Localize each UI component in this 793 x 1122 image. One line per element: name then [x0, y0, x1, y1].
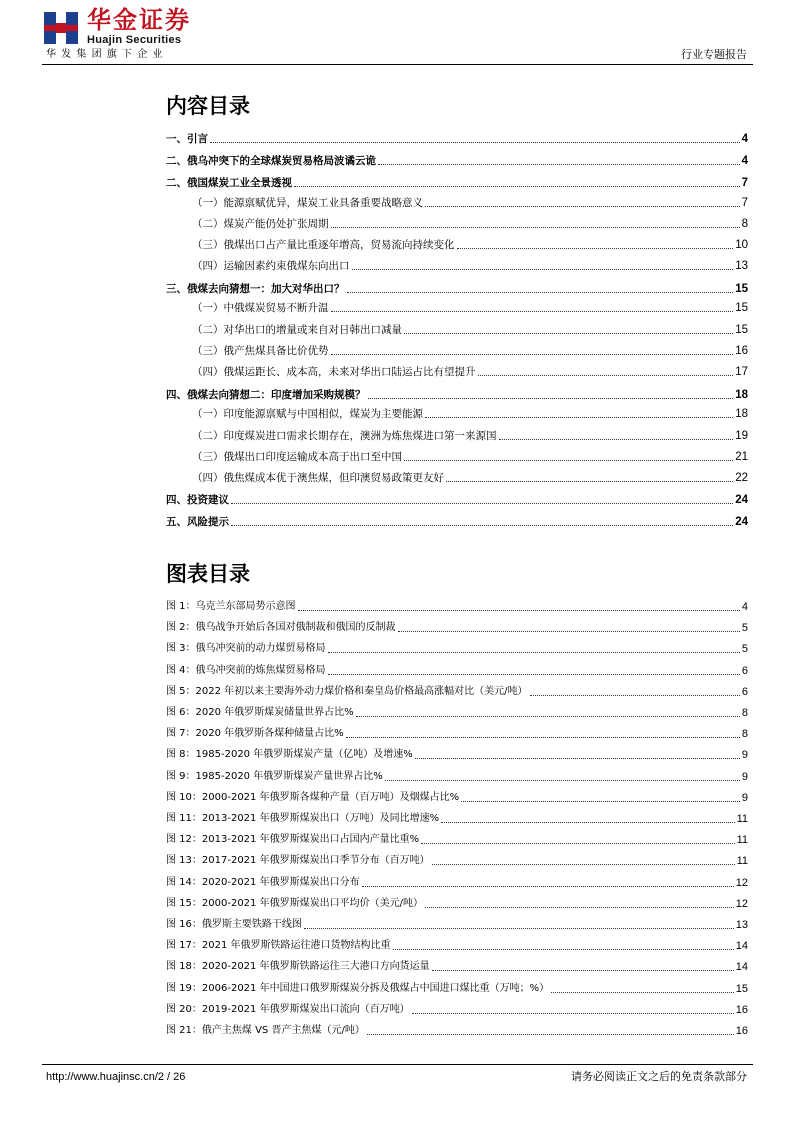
dot-leader [415, 757, 740, 759]
dot-leader [331, 226, 740, 228]
figure-entry-text: 图 1：乌克兰东部局势示意图 [166, 601, 296, 612]
toc-entry-page: 8 [741, 218, 748, 230]
dot-leader [530, 694, 740, 696]
dot-leader [328, 673, 740, 675]
toc-entry-text: （二）对华出口的增量或来自对日韩出口减量 [192, 324, 402, 336]
figure-entry[interactable] [166, 789, 748, 805]
toc-entry-page: 7 [741, 177, 748, 189]
toc-entry[interactable] [166, 194, 748, 210]
figure-entry-page: 15 [735, 983, 748, 995]
figure-entry-text: 图 5：2022 年初以来主要海外动力煤价格和秦皇岛价格最高涨幅对比（美元/吨） [166, 686, 528, 697]
figure-entry-text: 图 3：俄乌冲突前的动力煤贸易格局 [166, 643, 326, 654]
toc-entry-text: （一）印度能源禀赋与中国相似，煤炭为主要能源 [192, 408, 423, 420]
figure-entry[interactable] [166, 874, 748, 890]
toc-entry-text: （二）煤炭产能仍处扩张周期 [192, 218, 329, 230]
figure-entry[interactable] [166, 916, 748, 932]
figure-entry-page: 4 [741, 601, 748, 613]
toc-entry[interactable] [166, 321, 748, 337]
toc-title: 内容目录 [166, 94, 250, 118]
dot-leader [421, 842, 734, 844]
figure-entry-page: 14 [735, 961, 748, 973]
toc-entry-text: 四、俄煤去向猜想二：印度增加采购规模？ [166, 389, 366, 401]
figure-entry-page: 8 [741, 707, 748, 719]
toc-entry-text: （四）俄焦煤成本优于澳焦煤，但印澳贸易政策更友好 [192, 472, 444, 484]
figure-entry-page: 6 [741, 665, 748, 677]
figure-entry-text: 图 12：2013-2021 年俄罗斯煤炭出口占国内产量比重% [166, 834, 420, 845]
figure-entry-page: 11 [736, 813, 748, 825]
dot-leader [356, 715, 740, 717]
toc-entry-page: 15 [735, 324, 748, 336]
figure-entry[interactable] [166, 704, 748, 720]
dot-leader [346, 736, 740, 738]
huajin-logo-icon [42, 9, 80, 47]
toc-entry-page: 4 [741, 155, 748, 167]
figure-entry-text: 图 4：俄乌冲突前的炼焦煤贸易格局 [166, 665, 326, 676]
figure-entry-text: 图 18：2020-2021 年俄罗斯铁路运往三大港口方向货运量 [166, 961, 430, 972]
toc-entry[interactable] [166, 342, 748, 358]
dot-leader [331, 353, 734, 355]
dot-leader [446, 480, 733, 482]
dot-leader [432, 969, 734, 971]
toc-entry-page: 15 [735, 283, 748, 295]
toc-entry-page: 4 [741, 133, 748, 145]
toc-entry-text: 二、俄乌冲突下的全球煤炭贸易格局波谲云诡 [166, 155, 376, 167]
figure-entry-text: 图 14：2020-2021 年俄罗斯煤炭出口分布 [166, 877, 360, 888]
header-divider [42, 64, 753, 65]
figure-entry-text: 图 21：俄产主焦煤 VS 晋产主焦煤（元/吨） [166, 1025, 365, 1036]
dot-leader [368, 397, 734, 399]
figure-entry-text: 图 11：2013-2021 年俄罗斯煤炭出口（万吨）及同比增速% [166, 813, 440, 824]
figure-entry[interactable] [166, 980, 748, 996]
toc-entry[interactable] [166, 448, 748, 464]
toc-entry[interactable] [166, 405, 748, 421]
dot-leader [412, 1012, 734, 1014]
figure-entry[interactable] [166, 1001, 748, 1017]
figure-entry-page: 9 [741, 792, 748, 804]
figure-entry[interactable] [166, 937, 748, 953]
figure-entry-page: 13 [735, 919, 748, 931]
figure-entry-text: 图 20：2019-2021 年俄罗斯煤炭出口流向（百万吨） [166, 1004, 410, 1015]
figure-entry-page: 9 [741, 771, 748, 783]
dot-leader [425, 906, 734, 908]
toc-entry[interactable] [166, 130, 748, 146]
figure-entry-page: 6 [741, 686, 748, 698]
figure-entry[interactable] [166, 810, 748, 826]
figure-entry[interactable] [166, 746, 748, 762]
dot-leader [441, 821, 734, 823]
toc-entry-page: 24 [735, 516, 748, 528]
logo-chinese-name: 华金证券 [87, 6, 191, 34]
figure-entry-page: 12 [735, 877, 748, 889]
toc-entry-page: 24 [735, 494, 748, 506]
dot-leader [425, 205, 740, 207]
toc-entry[interactable] [166, 174, 748, 190]
dot-leader [378, 163, 740, 165]
figure-entry[interactable] [166, 598, 748, 614]
figure-entry[interactable] [166, 683, 748, 699]
toc-entry[interactable] [166, 386, 748, 402]
toc-entry[interactable] [166, 427, 748, 443]
toc-entry-text: 二、俄国煤炭工业全景透视 [166, 177, 292, 189]
dot-leader [362, 885, 734, 887]
figure-entry-text: 图 19：2006-2021 年中国进口俄罗斯煤炭分拆及俄煤占中国进口煤比重（万吨；%） [166, 983, 550, 994]
toc-entry[interactable] [166, 280, 748, 296]
toc-entry-page: 18 [735, 408, 748, 420]
toc-entry[interactable] [166, 215, 748, 231]
figure-entry-page: 11 [736, 855, 748, 867]
dot-leader [367, 1033, 734, 1035]
dot-leader [461, 800, 740, 802]
figure-entry-page: 5 [741, 643, 748, 655]
dot-leader [478, 374, 734, 376]
figure-entry-page: 16 [735, 1025, 748, 1037]
toc-entry[interactable] [166, 152, 748, 168]
dot-leader [210, 141, 740, 143]
figure-entry-text: 图 9：1985-2020 年俄罗斯煤炭产量世界占比% [166, 771, 383, 782]
dot-leader [404, 459, 733, 461]
toc-entry-text: 三、俄煤去向猜想一：加大对华出口？ [166, 283, 345, 295]
dot-leader [398, 630, 740, 632]
dot-leader [328, 651, 740, 653]
toc-entry-text: （三）俄煤出口印度运输成本高于出口至中国 [192, 451, 402, 463]
toc-entry-text: （四）俄煤运距长、成本高，未来对华出口陆运占比有望提升 [192, 366, 476, 378]
toc-entry-text: 四、投资建议 [166, 494, 229, 506]
figure-entry[interactable] [166, 895, 748, 911]
figure-entry-text: 图 2：俄乌战争开始后各国对俄制裁和俄国的反制裁 [166, 622, 396, 633]
dot-leader [347, 291, 734, 293]
figure-entry[interactable] [166, 852, 748, 868]
footer-url-page[interactable]: http://www.huajinsc.cn/2 / 26 [46, 1071, 186, 1083]
figure-entry-text: 图 7：2020 年俄罗斯各煤种储量占比% [166, 728, 344, 739]
footer-disclaimer: 请务必阅读正文之后的免责条款部分 [571, 1070, 747, 1083]
toc-entry[interactable] [166, 299, 748, 315]
dot-leader [457, 247, 734, 249]
figure-entry[interactable] [166, 640, 748, 656]
dot-leader [393, 948, 734, 950]
toc-entry-page: 13 [735, 260, 748, 272]
dot-leader [352, 268, 734, 270]
toc-entry[interactable] [166, 469, 748, 485]
dot-leader [298, 609, 740, 611]
figure-entry-page: 14 [735, 940, 748, 952]
toc-entry-page: 7 [741, 197, 748, 209]
dot-leader [294, 185, 740, 187]
figure-entry-text: 图 15：2000-2021 年俄罗斯煤炭出口平均价（美元/吨） [166, 898, 423, 909]
dot-leader [331, 310, 734, 312]
toc-entry-text: （三）俄产焦煤具备比价优势 [192, 345, 329, 357]
figure-list-title: 图表目录 [166, 562, 250, 586]
figure-entry-page: 5 [741, 622, 748, 634]
group-tagline: 华发集团旗下企业 [46, 49, 168, 60]
figure-entry[interactable] [166, 1022, 748, 1038]
figure-entry[interactable] [166, 768, 748, 784]
toc-entry-page: 16 [735, 345, 748, 357]
dot-leader [404, 332, 733, 334]
report-type-label: 行业专题报告 [681, 48, 747, 61]
dot-leader [385, 779, 740, 781]
page-header [0, 0, 793, 68]
toc-entry-page: 19 [735, 430, 748, 442]
figure-entry-page: 12 [735, 898, 748, 910]
figure-entry-text: 图 13：2017-2021 年俄罗斯煤炭出口季节分布（百万吨） [166, 855, 430, 866]
toc-entry-page: 17 [735, 366, 748, 378]
toc-entry-page: 10 [735, 239, 748, 251]
dot-leader [231, 524, 733, 526]
figure-entry[interactable] [166, 619, 748, 635]
dot-leader [231, 502, 733, 504]
footer-divider [42, 1064, 753, 1065]
toc-entry-text: （四）运输因素约束俄煤东向出口 [192, 260, 350, 272]
figure-entry-text: 图 10：2000-2021 年俄罗斯各煤种产量（百万吨）及烟煤占比% [166, 792, 460, 803]
logo-english-name: Huajin Securities [87, 34, 182, 46]
figure-entry-page: 8 [741, 728, 748, 740]
figure-entry-text: 图 16：俄罗斯主要铁路干线图 [166, 919, 302, 930]
toc-entry[interactable] [166, 491, 748, 507]
figure-entry-text: 图 6：2020 年俄罗斯煤炭储量世界占比% [166, 707, 354, 718]
dot-leader [304, 927, 734, 929]
toc-entry-page: 21 [735, 451, 748, 463]
dot-leader [551, 991, 734, 993]
toc-entry-text: （二）印度煤炭进口需求长期存在，澳洲为炼焦煤进口第一来源国 [192, 430, 497, 442]
dot-leader [432, 863, 735, 865]
dot-leader [499, 438, 734, 440]
figure-entry-text: 图 8：1985-2020 年俄罗斯煤炭产量（亿吨）及增速% [166, 749, 413, 760]
toc-entry-page: 22 [735, 472, 748, 484]
toc-entry-text: （一）中俄煤炭贸易不断升温 [192, 302, 329, 314]
figure-entry-text: 图 17：2021 年俄罗斯铁路运往港口货物结构比重 [166, 940, 391, 951]
figure-entry-page: 16 [735, 1004, 748, 1016]
toc-entry-text: （一）能源禀赋优异，煤炭工业具备重要战略意义 [192, 197, 423, 209]
figure-entry-page: 9 [741, 749, 748, 761]
toc-entry[interactable] [166, 513, 748, 529]
toc-entry-page: 18 [735, 389, 748, 401]
toc-entry[interactable] [166, 236, 748, 252]
toc-entry-text: （三）俄煤出口占产量比重逐年增高，贸易流向持续变化 [192, 239, 455, 251]
dot-leader [425, 416, 733, 418]
toc-entry[interactable] [166, 363, 748, 379]
figure-entry-page: 11 [736, 834, 748, 846]
toc-entry-text: 五、风险提示 [166, 516, 229, 528]
toc-entry-page: 15 [735, 302, 748, 314]
figure-entry[interactable] [166, 831, 748, 847]
figure-entry[interactable] [166, 662, 748, 678]
figure-entry[interactable] [166, 958, 748, 974]
toc-entry-text: 一、引言 [166, 133, 208, 145]
figure-entry[interactable] [166, 725, 748, 741]
toc-entry[interactable] [166, 257, 748, 273]
